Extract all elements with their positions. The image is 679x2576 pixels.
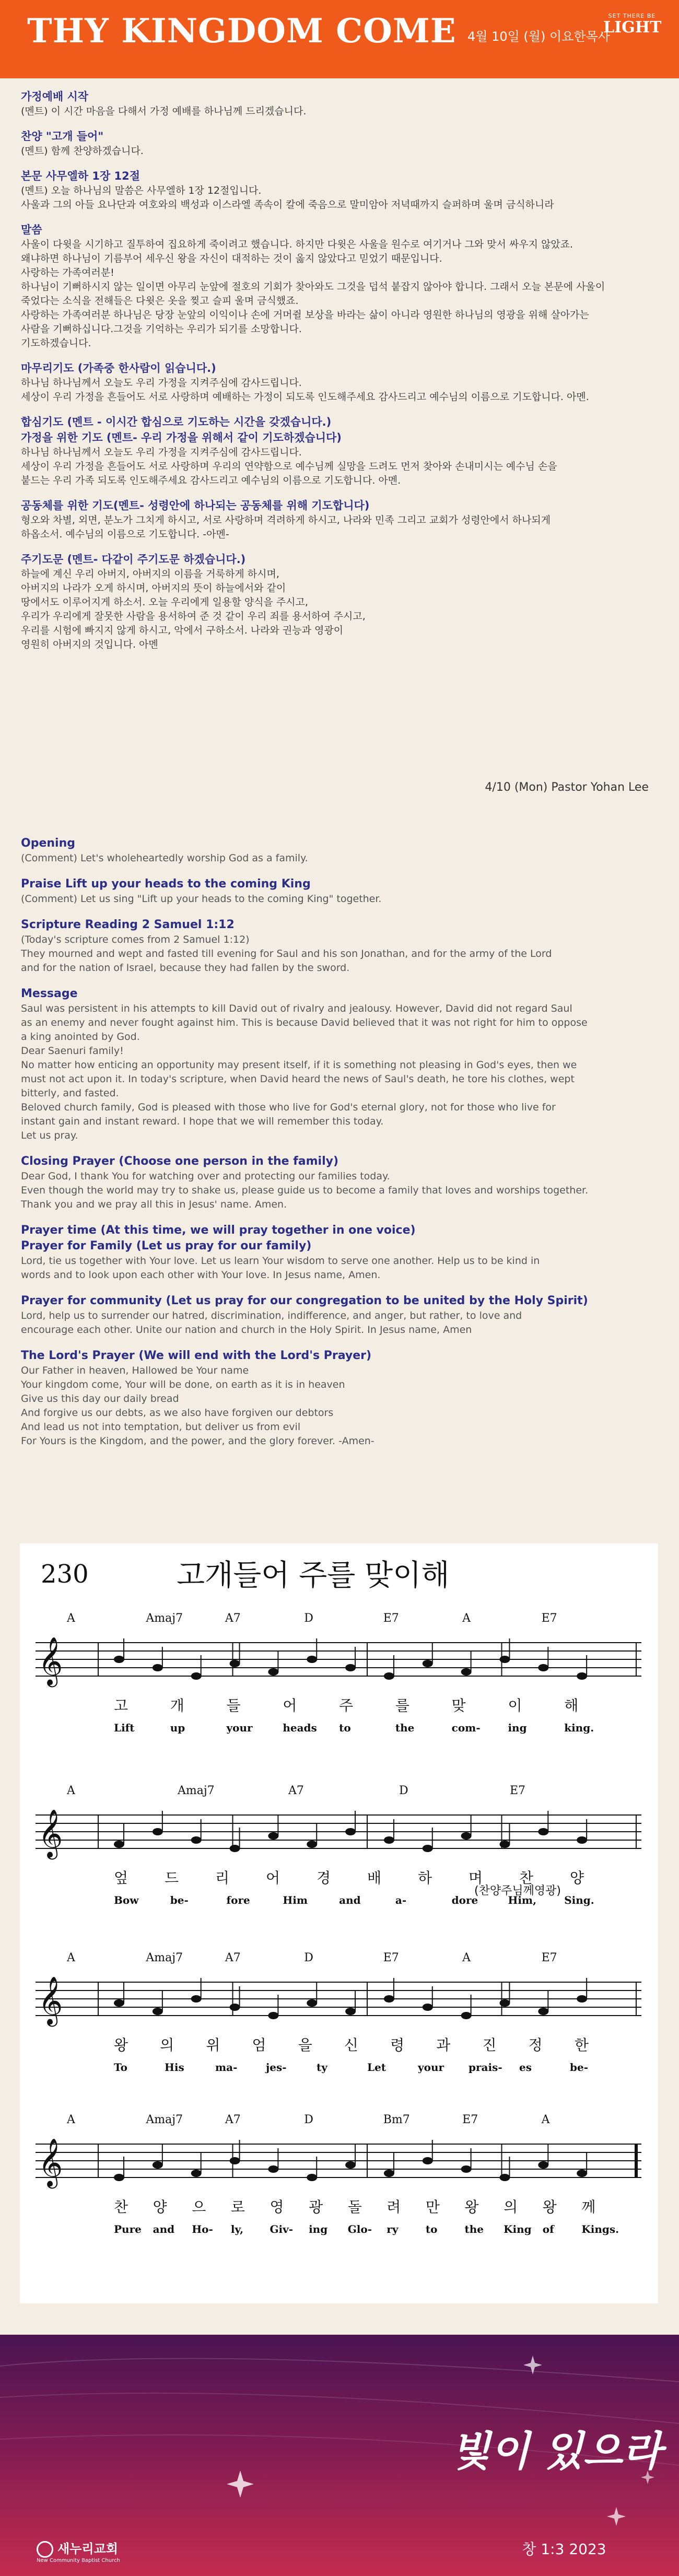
theme-title: 빛이 있으라 (451, 2428, 662, 2475)
english-worship-guide (21, 836, 658, 1459)
korean-lyric: 리 (215, 1869, 230, 1887)
pastor-signature: 4/10 (Mon) Pastor Yohan Lee (485, 781, 649, 794)
en-block (21, 986, 658, 1143)
chord-symbol: A (67, 1612, 75, 1625)
note-head (345, 1828, 356, 1835)
chord-symbol: E7 (462, 2113, 478, 2126)
ko-block (21, 128, 658, 158)
korean-lyric: 경 (317, 1869, 331, 1887)
ko-text-line: 우리를 시험에 빠지지 않게 하시고, 악에서 구하소서. 나라와 권능과 영광이 (21, 625, 344, 636)
chord-symbol: E7 (510, 1784, 526, 1797)
korean-lyric: 들 (226, 1697, 241, 1714)
chord-symbol: E7 (383, 1612, 399, 1625)
logo-small-text: SET THERE BE (608, 13, 656, 19)
chord-symbol: A (541, 2113, 550, 2126)
korean-lyric: 으 (192, 2198, 206, 2216)
korean-lyric: 고 (114, 1697, 128, 1714)
date-author: 4월 10일 (월) 이요한목사 (467, 29, 610, 44)
en-text-line: a king anointed by God. (21, 1031, 140, 1043)
en-text-line: Your kingdom come, Your will be done, on earth as it is in heaven (21, 1379, 345, 1390)
note-head (268, 1832, 278, 1840)
ko-text-line: 죽었다는 소식을 전해들은 다윗은 옷을 찢고 슬피 울며 금식했죠. (21, 295, 299, 307)
en-text-line: For Yours is the Kingdom, and the power, and the glory forever. -Amen- (21, 1435, 374, 1447)
english-lyric: of (542, 2223, 554, 2235)
ko-text-line: 사울이 다윗을 시기하고 질투하여 집요하게 죽이려고 했습니다. 하지만 다윗은 사울을 원수로 여기거나 그와 맞서 싸우지 않았죠. (21, 239, 573, 250)
korean-lyric: 돌 (347, 2198, 362, 2216)
english-lyric: ing (309, 2223, 328, 2235)
english-lyric: to (339, 1722, 351, 1734)
ko-text-line: 영원히 아버지의 것입니다. 아멘 (21, 639, 158, 650)
chord-symbol: A (67, 2113, 75, 2126)
korean-lyric: 의 (160, 2036, 174, 2054)
en-text-line: (Comment) Let's wholeheartedly worship God as a family. (21, 852, 308, 864)
english-lyric: His (165, 2061, 184, 2074)
en-block (21, 1154, 658, 1212)
note-head (153, 1828, 163, 1835)
en-block (21, 876, 658, 906)
korean-lyric: 양 (153, 2198, 167, 2216)
english-lyric: ing (508, 1722, 527, 1734)
english-lyric: King (504, 2223, 532, 2235)
ko-text-line: 세상이 우리 가정을 흔들어도 서로 사랑하며 우리의 연약함으로 예수님께 실망을 드려도 먼저 찾아와 손내미시는 예수님 손을 (21, 461, 557, 472)
chord-symbol: Amaj7 (178, 1784, 215, 1797)
korean-lyric: 신 (344, 2036, 358, 2054)
en-text-line: instant gain and instant reward. I hope that we will remember this today. (21, 1116, 384, 1127)
note-head (307, 2174, 317, 2181)
en-heading: Prayer for community (Let us pray for our congregation to be united by the Holy Spirit) (21, 1294, 588, 1307)
ko-heading: 공동체를 위한 기도(멘트- 성령안에 하나되는 공동체를 위해 기도합니다) (21, 499, 370, 512)
ko-text-line: 아버지의 나라가 오게 하시며, 아버지의 뜻이 하늘에서와 같이 (21, 582, 286, 594)
en-text-line: and for the nation of Israel, because they had fallen by the sword. (21, 962, 350, 974)
note-head (538, 2008, 548, 2015)
note-head (345, 1664, 356, 1671)
korean-lyric: 로 (230, 2198, 245, 2216)
korean-lyric: 엎 (114, 1869, 128, 1887)
en-text-line: Lord, help us to surrender our hatred, discrimination, indifference, and anger, but rather, to love and (21, 1310, 522, 1321)
note-head (191, 1995, 202, 2003)
chord-symbol: A7 (225, 1612, 241, 1625)
english-lyric: and (153, 2223, 175, 2235)
score-system (36, 2113, 641, 2235)
lyric-note: (찬양주님께영광) (474, 1884, 561, 1898)
english-lyric: ry (387, 2223, 399, 2235)
note-head (307, 1656, 317, 1663)
ko-text-line: 땅에서도 이루어지게 하소서. 오늘 우리에게 일용할 양식을 주시고, (21, 596, 308, 608)
korean-lyric: 주 (339, 1697, 354, 1714)
korean-lyric: 만 (425, 2198, 440, 2216)
ko-text-line: 형오와 차별, 외면, 분노가 그치게 하시고, 서로 사랑하며 격려하게 하시고, 나라와 민족 그리고 교회가 성령안에서 하나되게 (21, 514, 551, 526)
english-lyric: ty (317, 2061, 327, 2074)
chord-symbol: Bm7 (383, 2113, 410, 2126)
ko-text-line: 왜냐하면 하나님이 기름부어 세우신 왕을 자신이 대적하는 것이 옳지 않았다고 믿었기 때문입니다. (21, 253, 442, 264)
ko-text-line: (멘트) 오늘 하나님의 말씀은 사무엘하 1장 12절입니다. (21, 185, 262, 196)
note-head (423, 1845, 433, 1852)
score-system (36, 1951, 641, 2074)
korean-lyric: 진 (482, 2036, 497, 2054)
english-lyric: jes- (266, 2061, 287, 2074)
score-system (36, 1612, 641, 1734)
ko-text-line: 사랑하는 가족여러분! (21, 267, 114, 278)
en-text-line: Saul was persistent in his attempts to kill David out of rivalry and jealousy. However, David did not regard Saul (21, 1003, 572, 1014)
ko-text-line: 하옵소서. 예수님의 이름으로 기도합니다. -아멘- (21, 529, 229, 540)
ko-heading: 마무리기도 (가족중 한사람이 읽습니다.) (21, 362, 216, 374)
korean-lyric: 께 (581, 2198, 596, 2216)
english-lyric: To (114, 2061, 127, 2074)
korean-lyric: 며 (469, 1869, 483, 1887)
english-lyric: Pure (114, 2223, 142, 2235)
ko-block (21, 222, 658, 350)
note-head (307, 1999, 317, 2007)
hymn-score (20, 1543, 658, 2303)
english-lyric: Sing. (564, 1894, 594, 1906)
note-head (461, 1668, 472, 1676)
page-title: THY KINGDOM COME (27, 11, 456, 51)
note-head (423, 2004, 433, 2011)
korean-lyric: 의 (504, 2198, 518, 2216)
en-heading: Scripture Reading 2 Samuel 1:12 (21, 918, 235, 931)
note-head (499, 2174, 510, 2181)
en-text-line: must not act upon it. In today's scripture, when David heard the news of Saul's death, he tore his clothes, wept (21, 1073, 575, 1085)
en-block (21, 1223, 658, 1238)
chord-symbol: Amaj7 (146, 1951, 183, 1964)
ko-text-line: 우리가 우리에게 잘못한 사람을 용서하여 준 것 같이 우리 죄를 용서하여 주시고, (21, 611, 366, 622)
chord-symbol: A7 (225, 1951, 241, 1964)
korean-lyric: 왕 (542, 2198, 557, 2216)
english-lyric: and (339, 1894, 361, 1906)
church-name-en: New Community Baptist Church (37, 2558, 120, 2563)
en-heading: Closing Prayer (Choose one person in the family) (21, 1155, 339, 1168)
en-text-line: bitterly, and fasted. (21, 1087, 119, 1099)
korean-lyric: 개 (170, 1697, 184, 1714)
note-head (191, 2170, 202, 2177)
english-lyric: prais- (469, 2061, 502, 2074)
ko-block (21, 498, 658, 542)
chord-symbol: A (67, 1951, 75, 1964)
korean-lyric: 령 (390, 2036, 405, 2054)
chord-symbol: E7 (383, 1951, 399, 1964)
note-head (384, 1672, 394, 1680)
en-text-line: Let us pray. (21, 1130, 78, 1141)
ko-text-line: (멘트) 이 시간 마음을 다해서 가정 예배를 하나님께 드리겠습니다. (21, 106, 307, 117)
note-head (230, 1845, 240, 1852)
chord-symbol: Amaj7 (146, 1612, 183, 1625)
ko-text-line: 기도하겠습니다. (21, 337, 91, 349)
en-text-line: Our Father in heaven, Hallowed be Your name (21, 1365, 249, 1376)
ko-heading: 찬양 "고개 들어" (21, 130, 104, 143)
english-lyric: Ho- (192, 2223, 213, 2235)
church-emblem-icon (37, 2541, 53, 2558)
note-head (577, 1836, 587, 1844)
hymn-title: 고개들어 주를 맞이해 (177, 1559, 450, 1593)
en-text-line: words and to look upon each other with Your love. In Jesus name, Amen. (21, 1269, 381, 1281)
note-head (577, 2170, 587, 2177)
en-text-line: Lord, tie us together with Your love. Let us learn Your wisdom to serve one another. Help us to be kind in (21, 1255, 540, 1267)
church-name: 새누리교회 (37, 2538, 120, 2558)
korean-lyric: 정 (528, 2036, 543, 2054)
en-heading: The Lord's Prayer (We will end with the Lord's Prayer) (21, 1349, 372, 1362)
korean-lyric: 광 (309, 2198, 323, 2216)
en-text-line: (Today's scripture comes from 2 Samuel 1:12) (21, 934, 250, 945)
note-head (345, 2161, 356, 2169)
ko-heading: 가정을 위한 기도 (멘트- 우리 가정을 위해서 같이 기도하겠습니다) (21, 431, 342, 444)
en-text-line: And lead us not into temptation, but deliver us from evil (21, 1421, 301, 1433)
en-heading: Prayer time (At this time, we will pray together in one voice) (21, 1224, 416, 1237)
ko-heading: 말씀 (21, 224, 42, 236)
logo-big-text: LIGHT (603, 18, 662, 37)
english-lyric: heads (283, 1722, 317, 1734)
note-head (499, 1656, 510, 1663)
english-lyric: Kings. (581, 2223, 619, 2235)
korean-lyric: 려 (387, 2198, 401, 2216)
korean-lyric: 을 (298, 2036, 312, 2054)
en-text-line: Beloved church family, God is pleased with those who live for God's eternal glory, not for those who live for (21, 1102, 556, 1113)
note-head (577, 1672, 587, 1680)
en-text-line: No matter how enticing an opportunity may present itself, if it is something not pleasing in God's eyes, then we (21, 1059, 577, 1071)
english-lyric: fore (226, 1894, 250, 1906)
en-text-line: And forgive us our debts, as we also have forgiven our debtors (21, 1407, 334, 1419)
light-logo (603, 13, 661, 36)
english-lyric: Giv- (270, 2223, 294, 2235)
en-heading: Prayer for Family (Let us pray for our family) (21, 1239, 312, 1252)
korean-lyric: 를 (395, 1697, 409, 1714)
en-block (21, 836, 658, 865)
note-head (461, 1832, 472, 1840)
treble-clef-icon: 𝄞 (38, 1809, 63, 1857)
treble-clef-icon: 𝄞 (38, 1976, 63, 2024)
en-text-line: They mourned and wept and fasted till evening for Saul and his son Jonathan, and for the army of the Lord (21, 948, 552, 959)
note-head (384, 1995, 394, 2003)
note-head (384, 1836, 394, 1844)
hymn-number: 230 (41, 1560, 89, 1589)
treble-clef-icon: 𝄞 (38, 1636, 63, 1685)
korean-lyric: 한 (574, 2036, 589, 2054)
note-head (230, 1660, 240, 1667)
note-head (538, 1664, 548, 1671)
note-head (114, 1999, 124, 2007)
note-head (307, 1841, 317, 1848)
note-head (268, 2012, 278, 2019)
ko-text-line: 하나님 하나님께서 오늘도 우리 가정을 지켜주심에 감사드립니다. (21, 377, 302, 389)
korean-lyric: 드 (165, 1869, 179, 1887)
english-lyric: your (418, 2061, 444, 2074)
english-lyric: king. (564, 1722, 594, 1734)
church-logo (37, 2538, 120, 2563)
chord-symbol: D (304, 2113, 313, 2126)
korean-lyric: 왕 (114, 2036, 128, 2054)
en-block (21, 1348, 658, 1448)
korean-lyric: 과 (436, 2036, 451, 2054)
english-lyric: Let (367, 2061, 387, 2074)
note-head (268, 1668, 278, 1676)
korean-lyric: 찬 (519, 1869, 534, 1887)
treble-clef-icon: 𝄞 (38, 2138, 63, 2186)
chord-symbol: Amaj7 (146, 2113, 183, 2126)
chord-symbol: A7 (225, 2113, 241, 2126)
ko-text-line: 붙드는 우리 가족 되도록 인도해주세요 감사드리고 예수님의 이름으로 기도합니다. 아멘. (21, 475, 401, 486)
english-lyric: Him (283, 1894, 308, 1906)
en-text-line: Dear Saenuri family! (21, 1045, 124, 1057)
korean-lyric: 양 (570, 1869, 584, 1887)
en-text-line: Even though the world may try to shake us, please guide us to become a family that loves and worships together. (21, 1185, 589, 1196)
ko-text-line: 사울과 그의 아들 요나단과 여호와의 백성과 이스라엘 족속이 칼에 죽음으로 말미암아 저녁때까지 슬퍼하며 울며 금식하니라 (21, 199, 554, 210)
english-lyric: the (464, 2223, 484, 2235)
note-head (268, 2165, 278, 2173)
en-heading: Opening (21, 837, 75, 850)
chord-symbol: D (399, 1784, 408, 1797)
note-head (114, 2174, 124, 2181)
english-lyric: be- (170, 1894, 189, 1906)
note-head (230, 2157, 240, 2164)
ko-text-line: 사랑하는 가족여러분 하나님은 당장 눈앞의 이익이나 손에 거머쥘 보상을 바라는 삶이 아니라 영원한 하나님의 영광을 위해 살아가는 (21, 309, 589, 321)
note-head (345, 2008, 356, 2015)
ko-text-line: 사람을 기뻐하십니다.그것을 기억하는 우리가 되기를 소망합니다. (21, 323, 302, 335)
korean-lyric: 이 (508, 1697, 522, 1714)
en-text-line: Dear God, I thank You for watching over and protecting our families today. (21, 1170, 390, 1182)
english-lyric: up (170, 1722, 185, 1734)
en-text-line: encourage each other. Unite our nation and church in the Holy Spirit. In Jesus name, Amen (21, 1324, 472, 1336)
en-block (21, 1238, 658, 1282)
korean-worship-guide (21, 89, 658, 662)
ko-text-line: 세상이 우리 가정을 흔들어도 서로 사랑하며 예배하는 가정이 되도록 인도해주세요 감사드리고 예수님의 이름으로 기도합니다. 아멘. (21, 391, 589, 403)
note-head (499, 1999, 510, 2007)
en-text-line: (Comment) Let us sing "Lift up your heads to the coming King" together. (21, 893, 382, 905)
ko-heading: 본문 사무엘하 1장 12절 (21, 170, 141, 182)
ko-block (21, 430, 658, 488)
note-head (191, 1836, 202, 1844)
chord-symbol: A7 (288, 1784, 304, 1797)
en-block (21, 1293, 658, 1337)
ko-block (21, 360, 658, 404)
note-head (153, 2008, 163, 2015)
page-header (0, 0, 679, 78)
korean-lyric: 엄 (252, 2036, 266, 2054)
ko-text-line: 하늘에 계신 우리 아버지, 아버지의 이름을 거룩하게 하시며, (21, 568, 279, 580)
note-head (423, 2157, 433, 2164)
korean-lyric: 해 (564, 1697, 579, 1714)
korean-lyric: 어 (283, 1697, 297, 1714)
ko-heading: 주기도문 (멘트- 다같이 주기도문 하겠습니다.) (21, 553, 246, 566)
score-system (36, 1784, 641, 1906)
korean-lyric: 하 (418, 1869, 432, 1887)
korean-lyric: 영 (270, 2198, 284, 2216)
chord-symbol: A (462, 1612, 471, 1625)
light-streak (0, 2393, 679, 2423)
note-head (114, 1841, 124, 1848)
korean-lyric: 배 (367, 1869, 382, 1887)
note-head (191, 1672, 202, 1680)
korean-lyric: 어 (266, 1869, 280, 1887)
english-lyric: Bow (114, 1894, 139, 1906)
ko-text-line: (멘트) 함께 찬양하겠습니다. (21, 145, 144, 157)
english-lyric: dore (451, 1894, 478, 1906)
korean-lyric: 찬 (114, 2198, 128, 2216)
english-lyric: com- (451, 1722, 481, 1734)
note-head (538, 1828, 548, 1835)
note-head (230, 2004, 240, 2011)
note-head (577, 1995, 587, 2003)
note-head (153, 2161, 163, 2169)
ko-block (21, 414, 658, 430)
korean-lyric: 위 (206, 2036, 220, 2054)
note-head (423, 1660, 433, 1667)
en-heading: Praise Lift up your heads to the coming King (21, 877, 311, 891)
en-block (21, 917, 658, 975)
korean-lyric: 맞 (451, 1697, 466, 1714)
note-head (114, 1656, 124, 1663)
ko-block (21, 552, 658, 652)
chord-symbol: D (304, 1951, 313, 1964)
note-head (461, 2012, 472, 2019)
english-lyric: a- (395, 1894, 407, 1906)
english-lyric: es (519, 2061, 532, 2074)
en-text-line: as an enemy and never fought against him. This is because David believed that it was not right for him to oppose (21, 1017, 588, 1028)
theme-subtitle: 창 1:3 2023 (522, 2540, 606, 2558)
english-lyric: to (425, 2223, 438, 2235)
note-head (384, 2170, 394, 2177)
en-heading: Message (21, 987, 78, 1000)
chord-symbol: E7 (541, 1612, 557, 1625)
chord-symbol: A (67, 1784, 75, 1797)
english-lyric: ma- (215, 2061, 238, 2074)
chord-symbol: D (304, 1612, 313, 1625)
english-lyric: Lift (114, 1722, 135, 1734)
note-head (153, 1664, 163, 1671)
ko-heading: 가정예배 시작 (21, 90, 89, 103)
hymn-score-svg (20, 1543, 658, 2303)
english-lyric: your (226, 1722, 253, 1734)
ko-block (21, 89, 658, 119)
ko-heading: 합심기도 (멘트 - 이시간 합심으로 기도하는 시간을 갖겠습니다.) (21, 416, 332, 428)
english-lyric: the (395, 1722, 415, 1734)
chord-symbol: A (462, 1951, 471, 1964)
en-text-line: Thank you and we pray all this in Jesus' name. Amen. (21, 1199, 287, 1210)
english-lyric: Him, (508, 1894, 537, 1906)
korean-lyric: 왕 (464, 2198, 479, 2216)
chord-symbol: E7 (541, 1951, 557, 1964)
english-lyric: ly, (230, 2223, 244, 2235)
english-lyric: be- (570, 2061, 589, 2074)
note-head (499, 1841, 510, 1848)
note-head (461, 2165, 472, 2173)
note-head (538, 2161, 548, 2169)
ko-text-line: 하나님이 기뻐하시지 않는 일이면 아무리 눈앞에 절호의 기회가 찾아와도 그것을 덥석 붙잡지 않아야 합니다. 그래서 오늘 본문에 사울이 (21, 281, 605, 292)
en-text-line: Give us this day our daily bread (21, 1393, 179, 1404)
english-lyric: Glo- (347, 2223, 372, 2235)
ko-block (21, 168, 658, 212)
light-streak (0, 2358, 679, 2382)
ko-text-line: 하나님 하나님께서 오늘도 우리 가정을 지켜주심에 감사드립니다. (21, 447, 302, 458)
